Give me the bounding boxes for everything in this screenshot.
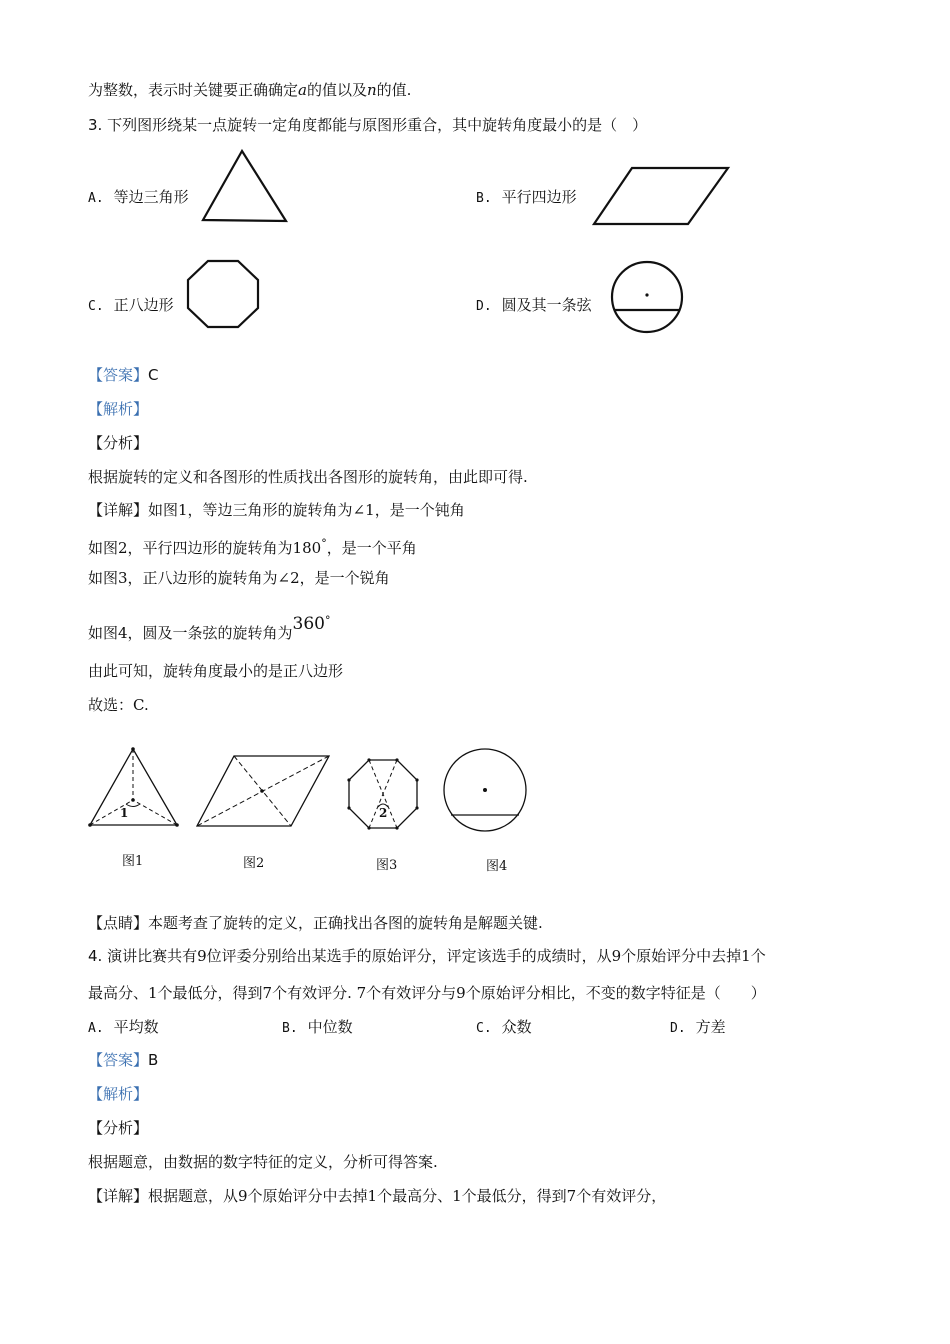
q4-answer <box>88 1050 158 1070</box>
q4-detail <box>88 1186 666 1206</box>
fenxi-tag: 【分析】 <box>88 434 149 452</box>
q3-option-b[interactable] <box>476 187 577 209</box>
option-text: 正八边形 <box>113 296 174 314</box>
option-letter: D. <box>476 299 492 314</box>
detail-line-3 <box>88 568 390 588</box>
detail-text: 如图4，圆及一条弦的旋转角为 <box>88 624 293 642</box>
option-text: 平行四边形 <box>501 188 577 206</box>
question-text: 下列图形绕某一点旋转一定角度都能与原图形重合，其中旋转角度最小的是（ ） <box>107 116 648 134</box>
option-text: 众数 <box>501 1018 532 1036</box>
note-text: 的值. <box>376 81 412 99</box>
fenxi-text: 根据旋转的定义和各图形的性质找出各图形的旋转角，由此即可得. <box>88 468 528 486</box>
analysis-tag: 【解析】 <box>88 1085 149 1103</box>
figure-caption-3: 图3 <box>376 858 398 873</box>
fig2-parallelogram <box>194 752 334 830</box>
figure-caption-4: 图4 <box>486 859 508 874</box>
q3-option-c[interactable] <box>88 295 174 317</box>
detail-text: 如图1，等边三角形的旋转角为 <box>148 501 353 519</box>
degree-sign: ° <box>321 537 327 550</box>
option-letter: C. <box>476 1021 492 1036</box>
var-a: a <box>298 81 307 99</box>
option-text: 中位数 <box>307 1018 353 1036</box>
math-360: 360 <box>292 614 325 634</box>
angle-1-label: 1 <box>120 806 129 820</box>
figure-caption-1: 图1 <box>122 854 144 869</box>
parallelogram-figure <box>592 165 732 227</box>
question-text: 演讲比赛共有9位评委分别给出某选手的原始评分，评定该选手的成绩时，从9个原始评分中去掉1个 <box>107 947 766 965</box>
degree-sign: ° <box>325 614 331 627</box>
octagon-figure <box>185 258 261 330</box>
detail-tag: 【详解】 <box>88 501 149 519</box>
detail-text: ，是一个锐角 <box>299 569 390 587</box>
triangle-figure <box>200 148 290 224</box>
previous-note <box>88 80 411 100</box>
option-text: 平均数 <box>113 1018 159 1036</box>
note-text: 的值以及 <box>306 81 367 99</box>
q3-remark <box>88 913 543 933</box>
detail-line-1 <box>88 500 465 520</box>
question-number: 4. <box>88 947 103 965</box>
option-letter: B. <box>476 191 492 206</box>
detail-text: 根据题意，从9个原始评分中去掉1个最高分、1个最低分，得到7个有效评分， <box>148 1187 667 1205</box>
fenxi-tag: 【分析】 <box>88 1119 149 1137</box>
option-letter: B. <box>282 1021 298 1036</box>
detail-text: ，是一个平角 <box>326 539 417 557</box>
q4-option-a[interactable] <box>88 1017 159 1039</box>
q4-stem-line2: 最高分、1个最低分，得到7个有效评分. 7个有效评分与9个原始评分相比，不变的数字特征是（ ） <box>88 984 766 1002</box>
detail-line-2 <box>88 534 417 558</box>
option-letter: A. <box>88 191 104 206</box>
remark-text: 本题考查了旋转的定义，正确找出各图的旋转角是解题关键. <box>148 914 543 932</box>
math-180: 180 <box>292 539 322 557</box>
option-letter: A. <box>88 1021 104 1036</box>
q4-option-c[interactable] <box>476 1017 532 1039</box>
q3-answer <box>88 365 159 385</box>
detail-line-4 <box>88 606 331 648</box>
q4-option-d[interactable] <box>670 1017 726 1039</box>
figure-caption-2: 图2 <box>243 856 265 871</box>
detail-text: 如图2，平行四边形的旋转角为 <box>88 539 293 557</box>
choice-text: 故选：C. <box>88 696 149 714</box>
q3-option-a[interactable] <box>88 187 189 209</box>
option-letter: C. <box>88 299 104 314</box>
detail-tag: 【详解】 <box>88 1187 149 1205</box>
math-angle2: ∠2 <box>277 569 300 587</box>
fig4-circle <box>442 747 528 833</box>
option-text: 方差 <box>695 1018 726 1036</box>
math-angle1: ∠1 <box>352 501 375 519</box>
question-number: 3. <box>88 116 103 134</box>
fig1-triangle <box>85 745 185 830</box>
analysis-tag: 【解析】 <box>88 400 149 418</box>
option-text: 等边三角形 <box>113 188 189 206</box>
option-letter: D. <box>670 1021 686 1036</box>
option-text: 圆及其一条弦 <box>501 296 592 314</box>
answer-value: B <box>148 1051 159 1069</box>
conclusion-text: 由此可知，旋转角度最小的是正八边形 <box>88 662 344 680</box>
detail-text: 如图3，正八边形的旋转角为 <box>88 569 278 587</box>
q3-stem <box>88 115 647 135</box>
q4-stem-line1 <box>88 946 766 966</box>
remark-tag: 【点睛】 <box>88 914 149 932</box>
fenxi-text: 根据题意，由数据的数字特征的定义，分析可得答案. <box>88 1153 438 1171</box>
answer-tag: 【答案】 <box>88 1051 149 1069</box>
q3-option-d[interactable] <box>476 295 592 317</box>
angle-2-label: 2 <box>379 806 388 820</box>
note-text: 为整数，表示时关键要正确确定 <box>88 81 299 99</box>
q4-option-b[interactable] <box>282 1017 353 1039</box>
answer-tag: 【答案】 <box>88 366 149 384</box>
var-n: n <box>366 81 377 99</box>
answer-value: C <box>148 366 159 384</box>
detail-text: ，是一个钝角 <box>374 501 465 519</box>
circle-chord-figure <box>608 260 686 336</box>
